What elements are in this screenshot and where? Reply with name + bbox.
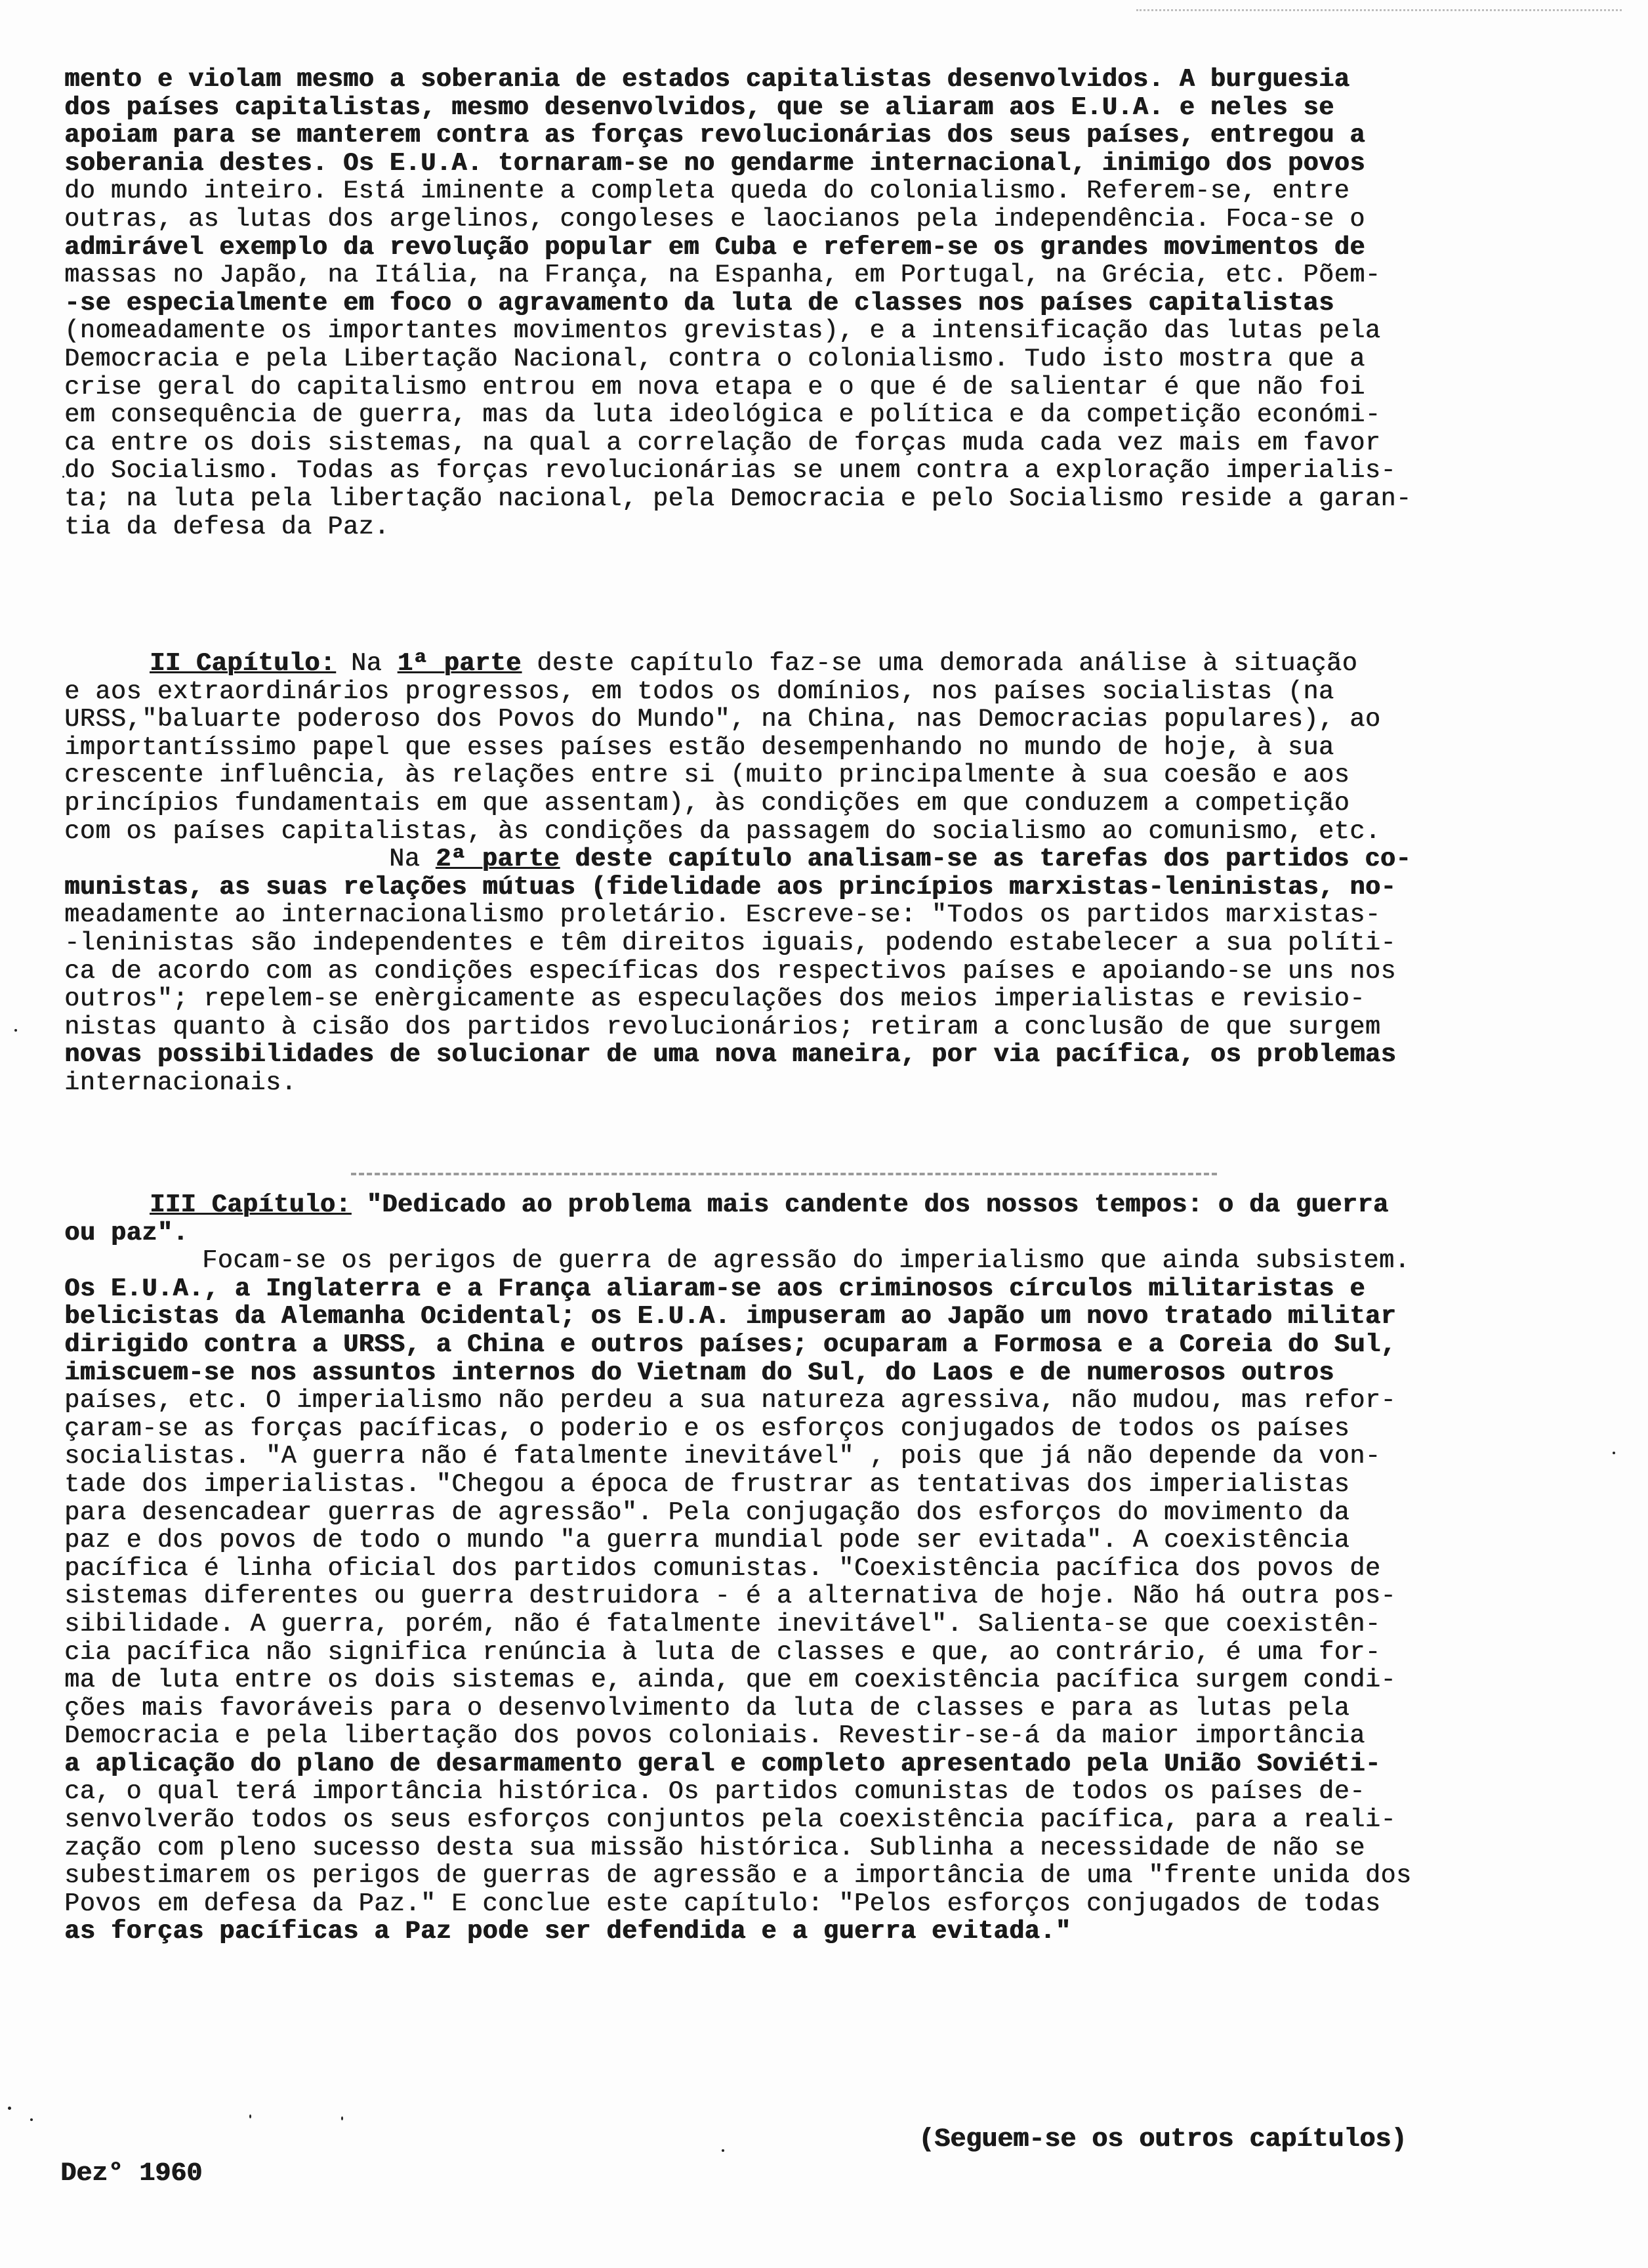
chapter-3-section bbox=[64, 1191, 1593, 1946]
chapter-3-line: imiscuem-se nos assuntos internos do Vietnam do Sul, do Laos e de numerosos outros bbox=[64, 1358, 1334, 1387]
chapter-2-part2-line: meadamente ao internacionalismo proletário. Escreve-se: "Todos os partidos marxistas- bbox=[64, 900, 1381, 930]
intro-paragraph bbox=[64, 66, 1593, 541]
chapter-3-line: a aplicação do plano de desarmamento geral e completo apresentado pela União Soviéti- bbox=[64, 1749, 1381, 1778]
chapter-3-line: ções mais favoráveis para o desenvolvimento da luta de classes e para as lutas pela bbox=[64, 1693, 1350, 1723]
chapter-2-part2-line: internacionais. bbox=[64, 1068, 297, 1097]
chapter-2-part2-line: novas possibilidades de solucionar de uma nova maneira, por via pacífica, os problemas bbox=[64, 1040, 1396, 1070]
intro-line: ca entre os dois sistemas, na qual a correlação de forças muda cada vez mais em favor bbox=[64, 428, 1381, 457]
chapter-3-line: zação com pleno sucesso desta sua missão histórica. Sublinha a necessidade de não se bbox=[64, 1833, 1365, 1862]
chapter-3-line: Democracia e pela libertação dos povos coloniais. Revestir-se-á da maior importância bbox=[64, 1721, 1365, 1751]
chapter-3-line: tade dos imperialistas. "Chegou a época de frustrar as tentativas dos imperialistas bbox=[64, 1469, 1350, 1499]
intro-line: dos países capitalistas, mesmo desenvolvidos, que se aliaram aos E.U.A. e neles se bbox=[64, 93, 1334, 122]
intro-line: do Socialismo. Todas as forças revolucionárias se unem contra a exploração imperialis- bbox=[64, 456, 1396, 486]
chapter-2-heading: II Capítulo: bbox=[150, 649, 336, 678]
chapter-3-heading-rest: "Dedicado ao problema mais candente dos nossos tempos: o da guerra bbox=[366, 1190, 1389, 1219]
chapter-3-line: subestimarem os perigos de guerras de agressão e a importância de uma "frente unida dos bbox=[64, 1861, 1412, 1891]
chapter-3-line: para desencadear guerras de agressão". Pela conjugação dos esforços do movimento da bbox=[64, 1498, 1350, 1527]
document-date: Dez° 1960 bbox=[60, 2159, 203, 2189]
section-divider bbox=[351, 1173, 1217, 1179]
chapter-2-part2-line: -leninistas são independentes e têm direitos iguais, podendo estabelecer a sua políti- bbox=[64, 928, 1396, 957]
chapter-2-line: importantíssimo papel que esses países estão desempenhando no mundo de hoje, à sua bbox=[64, 732, 1334, 762]
chapter-2-line: crescente influência, às relações entre si (muito principalmente à sua coesão e aos bbox=[64, 761, 1350, 790]
chapter-3-line: as forças pacíficas a Paz pode ser defendida e a guerra evitada." bbox=[64, 1917, 1071, 1946]
chapter-3-line: países, etc. O imperialismo não perdeu a sua natureza agressiva, não mudou, mas refor- bbox=[64, 1386, 1396, 1416]
chapter-2-line: URSS,"baluarte poderoso dos Povos do Mundo", na China, nas Democracias populares), ao bbox=[64, 705, 1381, 734]
chapter-3-line: cia pacífica não significa renúncia à luta de classes e que, ao contrário, é uma for- bbox=[64, 1637, 1381, 1667]
chapter-3-line: Os E.U.A., a Inglaterra e a França aliaram-se aos criminosos círculos militaristas e bbox=[64, 1274, 1365, 1303]
chapter-3-heading-line bbox=[64, 1191, 1593, 1219]
chapter-2-part2-line: ca de acordo com as condições específicas dos respectivos países e apoiando-se uns nos bbox=[64, 956, 1396, 986]
chapter-3-line: dirigido contra a URSS, a China e outros países; ocuparam a Formosa e a Coreia do Sul, bbox=[64, 1330, 1396, 1359]
chapter-3-line: Povos em defesa da Paz." E conclue este capítulo: "Pelos esforços conjugados de todas bbox=[64, 1889, 1381, 1918]
intro-line: tia da defesa da Paz. bbox=[64, 512, 390, 541]
chapter-2-line: com os países capitalistas, às condições da passagem do socialismo ao comunismo, etc. bbox=[64, 816, 1381, 846]
chapter-2-part2-label: 2ª parte bbox=[435, 845, 560, 874]
intro-line: massas no Japão, na Itália, na França, na Espanha, em Portugal, na Grécia, etc. Põem- bbox=[64, 261, 1381, 290]
chapter-3-line: ma de luta entre os dois sistemas e, ainda, que em coexistência pacífica surgem condi- bbox=[64, 1666, 1396, 1695]
intro-line: crise geral do capitalismo entrou em nova etapa e o que é de salientar é que não foi bbox=[64, 372, 1365, 402]
chapter-2-part2-line: nistas quanto à cisão dos partidos revolucionários; retiram a conclusão de que surgem bbox=[64, 1012, 1381, 1041]
chapter-3-line: senvolverão todos os seus esforços conjuntos pela coexistência pacífica, para a reali- bbox=[64, 1805, 1396, 1835]
chapter-2-line: princípios fundamentais em que assentam), às condições em que conduzem a competição bbox=[64, 788, 1350, 818]
scan-speck bbox=[30, 2118, 33, 2121]
scan-speck bbox=[722, 2149, 724, 2152]
chapter-2-part2-rest: deste capítulo analisam-se as tarefas dos partidos co- bbox=[575, 845, 1411, 874]
chapter-3-line: socialistas. "A guerra não é fatalmente inevitável" , pois que já não depende da von- bbox=[64, 1442, 1381, 1471]
intro-line: (nomeadamente os importantes movimentos grevistas), e a intensificação das lutas pela bbox=[64, 316, 1381, 346]
scan-speck bbox=[1613, 1452, 1615, 1454]
chapter-3-line: çaram-se as forças pacíficas, o poderio e os esforços conjugados de todos os países bbox=[64, 1414, 1350, 1443]
chapter-2-part1-label: 1ª parte bbox=[397, 649, 522, 678]
intro-line: -se especialmente em foco o agravamento da luta de classes nos países capitalistas bbox=[64, 288, 1334, 318]
intro-line: soberania destes. Os E.U.A. tornaram-se no gendarme internacional, inimigo dos povos bbox=[64, 148, 1365, 178]
chapter-3-line: paz e dos povos de todo o mundo "a guerra mundial pode ser evitada". A coexistência bbox=[64, 1526, 1350, 1555]
chapter-2-line1-lead: Na bbox=[350, 649, 382, 678]
intro-line: ta; na luta pela libertação nacional, pela Democracia e pelo Socialismo reside a garan- bbox=[64, 484, 1412, 513]
top-edge-mark bbox=[1136, 3, 1622, 11]
intro-line: apoiam para se manterem contra as forças revolucionárias dos seus países, entregou a bbox=[64, 121, 1365, 150]
continuation-note: (Seguem-se os outros capítulos) bbox=[918, 2125, 1407, 2154]
scan-speck bbox=[8, 2107, 11, 2110]
chapter-2-line: e aos extraordinários progressos, em todos os domínios, nos países socialistas (na bbox=[64, 677, 1334, 706]
chapter-2-part2-first-line bbox=[64, 845, 1593, 873]
chapter-3-line: sistemas diferentes ou guerra destruidora - é a alternativa de hoje. Não há outra pos- bbox=[64, 1582, 1396, 1611]
scan-speck bbox=[249, 2114, 251, 2118]
scan-speck bbox=[14, 1029, 17, 1032]
chapter-2-part2-lead: Na bbox=[389, 845, 421, 874]
intro-line: Democracia e pela Libertação Nacional, contra o colonialismo. Tudo isto mostra que a bbox=[64, 344, 1365, 373]
chapter-3-heading: III Capítulo: bbox=[150, 1190, 351, 1219]
chapter-2-part2-line: munistas, as suas relações mútuas (fidelidade aos princípios marxistas-leninistas, no- bbox=[64, 872, 1396, 902]
intro-line: admirável exemplo da revolução popular em Cuba e referem-se os grandes movimentos de bbox=[64, 232, 1365, 262]
chapter-3-line: belicistas da Alemanha Ocidental; os E.U.A. impuseram ao Japão um novo tratado militar bbox=[64, 1302, 1396, 1332]
scan-speck bbox=[341, 2116, 343, 2120]
chapter-3-line: ca, o qual terá importância histórica. Os partidos comunistas de todos os países de- bbox=[64, 1777, 1365, 1807]
scan-speck bbox=[62, 476, 64, 478]
chapter-3-line: Focam-se os perigos de guerra de agressão do imperialismo que ainda subsistem. bbox=[202, 1246, 1411, 1276]
intro-line: mento e violam mesmo a soberania de estados capitalistas desenvolvidos. A burguesia bbox=[64, 65, 1350, 94]
intro-line: em consequência de guerra, mas da luta ideológica e política e da competição económi- bbox=[64, 400, 1381, 430]
chapter-3-line: pacífica é linha oficial dos partidos comunistas. "Coexistência pacífica dos povos de bbox=[64, 1553, 1381, 1583]
chapter-2-part2-line: outros"; repelem-se enèrgicamente as especulações dos meios imperialistas e revisio- bbox=[64, 984, 1365, 1014]
chapter-3-heading-line2: ou paz". bbox=[64, 1218, 188, 1248]
intro-line: outras, as lutas dos argelinos, congoleses e laocianos pela independência. Foca-se o bbox=[64, 204, 1365, 234]
chapter-2-line1-rest: deste capítulo faz-se uma demorada análise à situação bbox=[537, 649, 1358, 678]
chapter-2-first-line bbox=[64, 650, 1593, 678]
chapter-3-line: sibilidade. A guerra, porém, não é fatalmente inevitável". Salienta-se que coexistên- bbox=[64, 1609, 1381, 1639]
chapter-2-section bbox=[64, 650, 1593, 1097]
intro-line: do mundo inteiro. Está iminente a completa queda do colonialismo. Referem-se, entre bbox=[64, 177, 1350, 206]
